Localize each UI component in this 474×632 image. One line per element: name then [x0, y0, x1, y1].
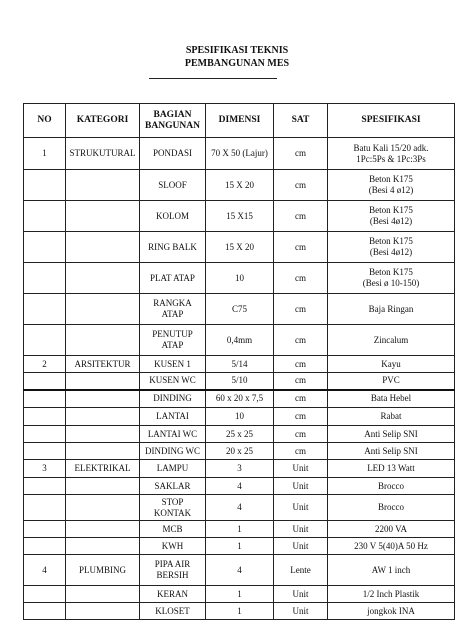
cell-kategori: [66, 460, 140, 478]
cell-bagian-text: PIPA AIR: [154, 559, 191, 569]
cell-bagian-text-2: KONTAK: [153, 507, 192, 518]
cell-sat-text: cm: [295, 148, 306, 158]
cell-no: [24, 478, 66, 495]
cell-spesifikasi: [328, 426, 455, 443]
cell-bagian-text-2: ATAP: [161, 340, 184, 350]
cell-sat-text: cm: [295, 241, 306, 252]
cell-bagian-text: KWH: [161, 540, 184, 551]
cell-no: [24, 356, 66, 373]
table-row: [24, 263, 455, 294]
table-header-row: [24, 104, 455, 138]
cell-bagian-text: STOP: [161, 496, 184, 507]
table-row: [24, 373, 455, 390]
cell-spesifikasi: [328, 603, 455, 620]
cell-dimensi: [206, 263, 274, 294]
cell-sat: [274, 555, 328, 586]
cell-dimensi: [206, 538, 274, 555]
cell-no-text: 3: [42, 463, 47, 473]
cell-sat: [274, 325, 328, 356]
table-row: [24, 408, 455, 426]
cell-sat: [274, 201, 328, 232]
cell-spesifikasi: [328, 263, 455, 294]
cell-dimensi: [206, 426, 274, 443]
cell-sat-text: cm: [295, 334, 306, 345]
cell-sat-text: cm: [295, 210, 306, 221]
table-row: [24, 390, 455, 408]
cell-bagian: [140, 170, 206, 201]
cell-sat: [274, 478, 328, 495]
cell-bagian-text: PLAT ATAP: [150, 272, 195, 283]
cell-sat: [274, 521, 328, 538]
cell-spesifikasi-text-2: (Besi 4ø12): [369, 247, 413, 257]
cell-sat-text: cm: [295, 428, 306, 439]
cell-sat-text: cm: [295, 411, 306, 421]
cell-bagian: [140, 356, 206, 373]
header-spesifikasi: SPESIFIKASI: [328, 104, 455, 138]
cell-bagian: [140, 325, 206, 356]
cell-bagian: [140, 263, 206, 294]
table-row: [24, 356, 455, 373]
cell-kategori: [66, 356, 140, 373]
cell-spesifikasi-text: Zincalum: [373, 334, 409, 345]
cell-dimensi-text: 20 x 25: [226, 445, 253, 456]
cell-sat-text: cm: [295, 393, 306, 404]
cell-spesifikasi-text: Anti Selip SNI: [364, 445, 418, 456]
cell-bagian: [140, 373, 206, 390]
cell-no-text: 4: [42, 564, 47, 575]
cell-spesifikasi: [328, 390, 455, 408]
cell-dimensi-text: 4: [237, 564, 242, 575]
cell-dimensi: [206, 373, 274, 390]
cell-spesifikasi: [328, 373, 455, 390]
cell-no: [24, 538, 66, 555]
cell-sat: [274, 390, 328, 408]
cell-dimensi: [206, 294, 274, 325]
cell-dimensi: [206, 460, 274, 478]
cell-bagian-text: SLOOF: [158, 179, 187, 190]
cell-bagian-text: DINDING WC: [144, 445, 201, 456]
cell-kategori: [66, 232, 140, 263]
cell-spesifikasi: [328, 555, 455, 586]
cell-bagian: [140, 460, 206, 478]
cell-bagian: [140, 521, 206, 538]
cell-kategori: [66, 201, 140, 232]
cell-bagian-text: MCB: [162, 523, 183, 534]
cell-bagian: [140, 538, 206, 555]
cell-no: [24, 294, 66, 325]
cell-spesifikasi: [328, 138, 455, 170]
cell-kategori: [66, 426, 140, 443]
cell-no: [24, 495, 66, 521]
cell-no: [24, 586, 66, 603]
cell-spesifikasi-text: Bata Hebel: [370, 393, 412, 404]
cell-dimensi-text: 5/14: [231, 358, 248, 369]
table-row: [24, 232, 455, 263]
cell-spesifikasi-text-2: 1Pc:5Ps & 1Pc:3Ps: [356, 153, 426, 164]
cell-kategori: [66, 586, 140, 603]
cell-kategori: [66, 373, 140, 390]
cell-sat: [274, 263, 328, 294]
cell-kategori: [66, 443, 140, 460]
header-no: NO: [24, 104, 66, 138]
cell-dimensi-text: 60 x 20 x 7,5: [215, 393, 264, 404]
cell-bagian-text: PENUTUP: [152, 329, 193, 339]
cell-no: [24, 325, 66, 356]
cell-spesifikasi-text: Brocco: [378, 502, 404, 512]
cell-kategori: [66, 294, 140, 325]
cell-bagian-text-2: BERSIH: [156, 570, 189, 580]
cell-bagian: [140, 443, 206, 460]
cell-sat: [274, 538, 328, 555]
cell-spesifikasi: [328, 356, 455, 373]
cell-sat: [274, 232, 328, 263]
cell-no: [24, 408, 66, 426]
cell-spesifikasi-text: 2200 VA: [375, 523, 407, 534]
cell-dimensi-text: C75: [231, 303, 247, 314]
cell-dimensi: [206, 443, 274, 460]
table-row: [24, 138, 455, 170]
cell-sat: [274, 373, 328, 390]
cell-sat: [274, 603, 328, 620]
cell-spesifikasi-text: 230 V 5(40)A 50 Hz: [354, 540, 428, 551]
cell-kategori: [66, 390, 140, 408]
table-row: [24, 426, 455, 443]
cell-sat-text: Unit: [292, 502, 309, 512]
cell-spesifikasi-text: Beton K175: [369, 267, 413, 277]
cell-bagian: [140, 390, 206, 408]
cell-no: [24, 443, 66, 460]
cell-dimensi: [206, 603, 274, 620]
cell-bagian-text: LAMPU: [156, 463, 189, 473]
cell-dimensi-text: 1: [237, 588, 242, 599]
cell-bagian-text: RING BALK: [148, 241, 197, 252]
cell-spesifikasi-text: Brocco: [378, 480, 404, 491]
cell-no: [24, 138, 66, 170]
cell-spesifikasi-text-2: (Besi 4 ø12): [368, 185, 414, 195]
cell-sat-text: cm: [295, 445, 306, 456]
cell-no: [24, 232, 66, 263]
cell-spesifikasi: [328, 478, 455, 495]
cell-dimensi: [206, 390, 274, 408]
cell-no: [24, 521, 66, 538]
table-row: [24, 170, 455, 201]
cell-bagian: [140, 426, 206, 443]
cell-spesifikasi: [328, 443, 455, 460]
table-row: [24, 555, 455, 586]
cell-kategori: [66, 478, 140, 495]
spec-table: [23, 103, 455, 620]
cell-dimensi-text: 1: [237, 523, 242, 534]
cell-spesifikasi-text: Anti Selip SNI: [364, 428, 418, 439]
cell-kategori-text: STRUKUTURAL: [69, 148, 136, 158]
cell-spesifikasi: [328, 586, 455, 603]
cell-bagian-text: KLOSET: [155, 605, 190, 616]
cell-no: [24, 170, 66, 201]
cell-spesifikasi: [328, 325, 455, 356]
header-bagian: [140, 104, 206, 138]
cell-spesifikasi-text: Rabat: [380, 411, 402, 421]
cell-dimensi: [206, 325, 274, 356]
table-row: [24, 586, 455, 603]
cell-bagian: [140, 478, 206, 495]
table-row: [24, 495, 455, 521]
header-kategori: KATEGORI: [66, 104, 140, 138]
header-bagian-line2: BANGUNAN: [145, 120, 200, 131]
cell-spesifikasi: [328, 538, 455, 555]
cell-kategori: [66, 555, 140, 586]
cell-sat-text: Unit: [292, 480, 309, 491]
cell-sat: [274, 138, 328, 170]
cell-bagian-text: DINDING: [153, 393, 192, 404]
cell-sat-text: cm: [295, 179, 306, 190]
table-row: [24, 603, 455, 620]
cell-sat-text: cm: [295, 303, 306, 314]
cell-dimensi: [206, 495, 274, 521]
cell-no: [24, 201, 66, 232]
cell-sat-text: Unit: [292, 605, 309, 616]
cell-sat-text: Lente: [290, 564, 311, 575]
cell-dimensi-text: 15 X 20: [225, 179, 254, 190]
cell-dimensi-text: 5/10: [231, 375, 248, 386]
cell-sat: [274, 426, 328, 443]
cell-kategori: [66, 538, 140, 555]
cell-dimensi: [206, 232, 274, 263]
cell-spesifikasi: [328, 170, 455, 201]
cell-spesifikasi-text: Beton K175: [369, 205, 413, 215]
cell-sat-text: cm: [295, 358, 306, 369]
cell-kategori: [66, 263, 140, 294]
cell-no: [24, 555, 66, 586]
cell-sat-text: Unit: [292, 588, 309, 599]
cell-bagian-text: LANTAI WC: [147, 428, 198, 439]
cell-sat-text: Unit: [292, 523, 309, 534]
cell-spesifikasi-text: Baja Ringan: [368, 303, 414, 314]
table-row: [24, 201, 455, 232]
table-body: [24, 138, 455, 620]
cell-no: [24, 390, 66, 408]
cell-dimensi-text: 4: [237, 480, 242, 491]
cell-sat: [274, 586, 328, 603]
cell-spesifikasi-text-2: (Besi 4ø12): [369, 216, 413, 226]
cell-kategori-text: ELEKTRIKAL: [74, 463, 131, 473]
cell-dimensi-text: 0,4mm: [226, 334, 253, 345]
cell-no-text: 1: [42, 148, 47, 158]
cell-dimensi-text: 1: [237, 540, 242, 551]
cell-sat: [274, 294, 328, 325]
table-row: [24, 538, 455, 555]
cell-bagian-text: PONDASI: [152, 148, 192, 158]
cell-sat-text: cm: [295, 272, 306, 283]
cell-dimensi-text: 3: [237, 463, 242, 473]
header-sat: SAT: [274, 104, 328, 138]
cell-bagian-text-2: ATAP: [161, 309, 184, 319]
cell-spesifikasi-text: Kayu: [381, 358, 401, 369]
cell-bagian: [140, 586, 206, 603]
cell-spesifikasi: [328, 521, 455, 538]
cell-spesifikasi-text-2: (Besi ø 10-150): [362, 278, 420, 288]
cell-bagian-text: LANTAI: [156, 411, 189, 421]
document-title: [0, 44, 474, 70]
cell-dimensi-text: 15 X15: [226, 210, 253, 221]
cell-bagian: [140, 495, 206, 521]
cell-bagian: [140, 201, 206, 232]
cell-dimensi: [206, 201, 274, 232]
cell-sat: [274, 408, 328, 426]
cell-no-text: 2: [42, 358, 47, 369]
cell-dimensi-text: 15 X 20: [225, 241, 254, 252]
cell-kategori-text: ARSITEKTUR: [74, 358, 131, 369]
cell-spesifikasi: [328, 408, 455, 426]
table-row: [24, 521, 455, 538]
cell-bagian-text: KOLOM: [156, 210, 189, 221]
cell-dimensi: [206, 521, 274, 538]
cell-dimensi-text: 4: [237, 502, 242, 512]
cell-bagian: [140, 138, 206, 170]
table-row: [24, 460, 455, 478]
cell-dimensi-text: 25 x 25: [226, 428, 253, 439]
cell-spesifikasi-text: Beton K175: [369, 236, 413, 246]
cell-spesifikasi-text: LED 13 Watt: [367, 463, 415, 473]
cell-spesifikasi-text: 1/2 Inch Plastik: [362, 588, 420, 599]
cell-bagian: [140, 555, 206, 586]
cell-sat-text: Unit: [292, 540, 309, 551]
cell-dimensi-text: 70 X 50 (Lajur): [211, 148, 268, 158]
cell-no: [24, 373, 66, 390]
cell-spesifikasi: [328, 294, 455, 325]
cell-sat-text: cm: [295, 375, 306, 386]
cell-kategori: [66, 325, 140, 356]
title-line-2: PEMBANGUNAN MES: [184, 58, 290, 69]
cell-dimensi: [206, 356, 274, 373]
cell-kategori: [66, 170, 140, 201]
cell-sat: [274, 460, 328, 478]
cell-sat-text: Unit: [292, 463, 309, 473]
cell-dimensi: [206, 170, 274, 201]
cell-dimensi: [206, 138, 274, 170]
cell-no: [24, 426, 66, 443]
cell-dimensi-text: 1: [237, 605, 242, 616]
cell-no: [24, 460, 66, 478]
cell-bagian-text: RANGKA: [153, 298, 192, 308]
cell-no: [24, 603, 66, 620]
cell-spesifikasi-text: AW 1 inch: [371, 564, 411, 575]
cell-no: [24, 263, 66, 294]
cell-dimensi: [206, 478, 274, 495]
cell-dimensi-text: 10: [235, 411, 244, 421]
cell-spesifikasi-text: Beton K175: [369, 174, 413, 184]
table-row: [24, 325, 455, 356]
cell-dimensi-text: 10: [235, 272, 244, 283]
cell-spesifikasi: [328, 460, 455, 478]
table-row: [24, 443, 455, 460]
header-bagian-line1: BAGIAN: [153, 109, 192, 120]
cell-bagian-text: KUSEN 1: [154, 358, 191, 369]
title-line-1: SPESIFIKASI TEKNIS: [185, 45, 289, 56]
cell-bagian: [140, 408, 206, 426]
cell-kategori: [66, 408, 140, 426]
cell-spesifikasi-text: jongkok INA: [367, 605, 415, 616]
cell-kategori: [66, 138, 140, 170]
cell-sat: [274, 356, 328, 373]
cell-kategori: [66, 521, 140, 538]
cell-bagian-text: SAKLAR: [154, 480, 191, 491]
table-row: [24, 294, 455, 325]
cell-spesifikasi: [328, 232, 455, 263]
cell-kategori-text: PLUMBING: [78, 564, 126, 575]
cell-kategori: [66, 495, 140, 521]
cell-spesifikasi: [328, 495, 455, 521]
title-underline: [149, 78, 277, 79]
cell-dimensi: [206, 586, 274, 603]
header-dimensi: DIMENSI: [206, 104, 274, 138]
cell-spesifikasi: [328, 201, 455, 232]
cell-bagian-text: KERAN: [157, 588, 188, 599]
cell-sat: [274, 495, 328, 521]
cell-spesifikasi-text: Batu Kali 15/20 adk.: [353, 142, 429, 153]
cell-kategori: [66, 603, 140, 620]
cell-sat: [274, 170, 328, 201]
cell-dimensi: [206, 555, 274, 586]
cell-dimensi: [206, 408, 274, 426]
table-row: [24, 478, 455, 495]
cell-sat: [274, 443, 328, 460]
cell-bagian-text: KUSEN WC: [149, 375, 196, 386]
cell-bagian: [140, 294, 206, 325]
cell-bagian: [140, 232, 206, 263]
cell-bagian: [140, 603, 206, 620]
cell-spesifikasi-text: PVC: [382, 375, 400, 386]
